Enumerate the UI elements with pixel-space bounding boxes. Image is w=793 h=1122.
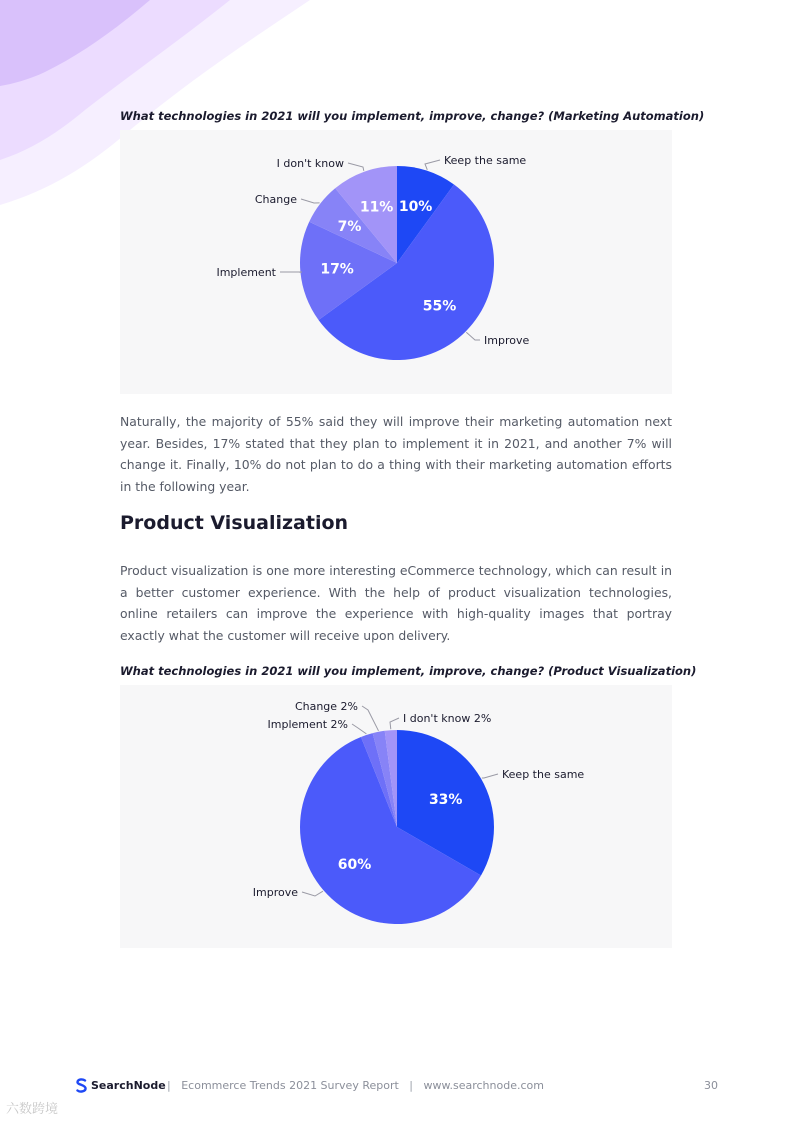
pie-category-label: I don't know <box>276 157 344 170</box>
footer-brand <box>75 1078 166 1093</box>
pie-category-label: Change <box>254 193 297 206</box>
pie-percent-label: 7% <box>337 219 362 236</box>
pie-category-label: Keep the same <box>444 154 527 167</box>
pie-category-label: I don't know 2% <box>403 712 492 725</box>
pie-category-label: Keep the same <box>502 768 585 781</box>
footer-report-title: Ecommerce Trends 2021 Survey Report <box>181 1079 399 1092</box>
section-heading: Product Visualization <box>120 512 349 534</box>
footer-url[interactable]: www.searchnode.com <box>423 1079 544 1092</box>
pie-leader-line <box>482 774 498 778</box>
pie-leader-line <box>348 163 364 171</box>
pie-leader-line <box>390 718 399 729</box>
watermark: 六数跨境 <box>6 1102 59 1117</box>
footer-meta <box>167 1079 544 1092</box>
footer-separator: | <box>167 1079 171 1092</box>
pie-category-label: Implement <box>216 266 276 279</box>
pie-category-label: Improve <box>484 334 530 347</box>
pie-category-label: Improve <box>252 886 298 899</box>
pie-percent-label: 60% <box>337 856 372 873</box>
pie-leader-line <box>362 706 379 731</box>
pie-percent-label: 33% <box>428 791 463 808</box>
pie-chart-product-visualization <box>120 685 672 948</box>
pie-percent-label: 11% <box>359 199 394 216</box>
footer-separator: | <box>409 1079 414 1092</box>
page-number: 30 <box>704 1079 718 1092</box>
footer-brand-name: SearchNode <box>91 1079 166 1092</box>
pie-percent-label: 17% <box>320 261 354 278</box>
searchnode-logo-icon <box>75 1078 88 1093</box>
pie-leader-line <box>302 891 323 896</box>
body-paragraph-visualization: Product visualization is one more interesting eCommerce technology, which can result in a better customer experience. With the help of product visualization technologies, online retailers can improve the experience with high-quality images that portray exactly what the customer will receive upon delivery. <box>120 563 672 643</box>
pie-category-label: Change 2% <box>294 700 358 713</box>
pie-category-label: Implement 2% <box>267 718 348 731</box>
chart-title: What technologies in 2021 will you implement, improve, change? (Marketing Automation) <box>120 109 705 123</box>
chart-title: What technologies in 2021 will you implement, improve, change? (Product Visualization) <box>120 664 697 678</box>
pie-percent-label: 10% <box>398 198 433 215</box>
pie-leader-line <box>301 199 320 203</box>
body-paragraph-marketing: Naturally, the majority of 55% said they will improve their marketing automation next year. Besides, 17% stated that they plan to implement it in 2021, and another 7% will change it. Finally, 10% do not plan to do a thing with their marketing automation efforts in the following year. <box>120 414 672 494</box>
pie-leader-line <box>425 160 440 170</box>
pie-leader-line <box>352 724 366 734</box>
pie-leader-line <box>466 332 480 340</box>
page-footer <box>75 1078 718 1096</box>
pie-chart-marketing-automation <box>120 130 672 394</box>
pie-percent-label: 55% <box>422 298 457 315</box>
